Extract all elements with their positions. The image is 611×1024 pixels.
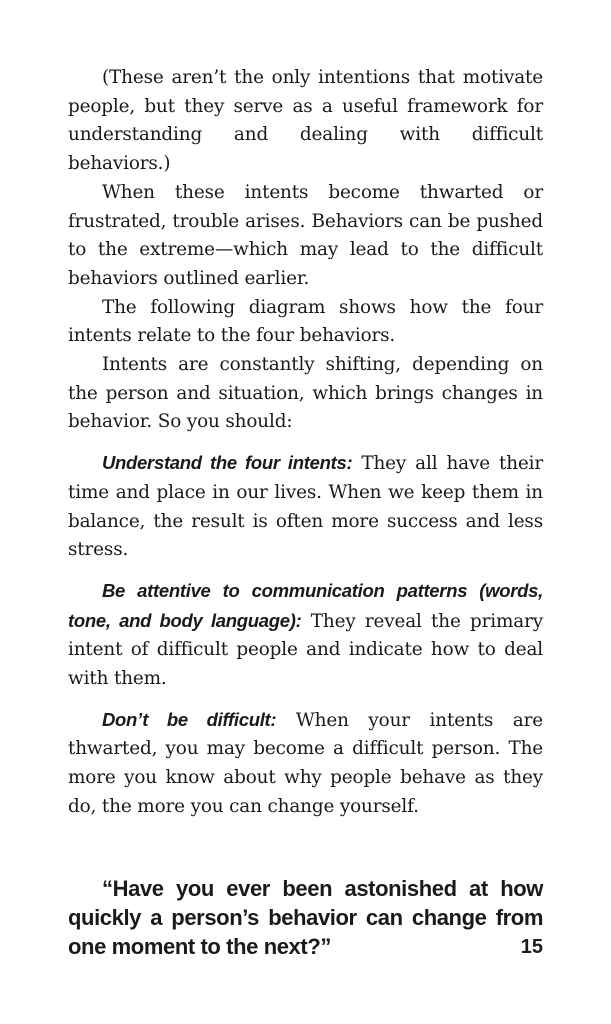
tip-lead: Be attentive to communication patterns (words, tone, and body language): <box>68 579 543 631</box>
tip-text: They all have their time and place in our lives. When we keep them in balance, the result is often more success and less stress. <box>68 453 543 561</box>
tip-item-dont-be-difficult <box>68 706 543 822</box>
page-number: 15 <box>520 936 543 958</box>
tip-text: They reveal the primary intent of difficult people and indicate how to deal with them. <box>68 610 543 690</box>
body-paragraph: Intents are constantly shifting, depending on the person and situation, which brings changes in behavior. So you should: <box>68 354 543 433</box>
body-paragraph: (These aren’t the only intentions that motivate people, but they serve as a useful framework for understanding and dealing with difficult behaviors.) <box>68 67 543 175</box>
tip-text: When your intents are thwarted, you may become a difficult person. The more you know about why people behave as they do, the more you can change yourself. <box>68 709 543 817</box>
tip-lead: Don’t be difficult: <box>102 708 277 730</box>
body-paragraph: When these intents become thwarted or frustrated, trouble arises. Behaviors can be pushed to the extreme—which may lead to the difficult behaviors outlined earlier. <box>68 181 543 289</box>
tip-item-communication-patterns <box>68 577 543 694</box>
page-body <box>68 64 543 961</box>
pull-quote: “Have you ever been astonished at how quickly a person’s behavior can change from one moment to the next?” <box>68 875 543 959</box>
tip-lead: Understand the four intents: <box>102 452 353 474</box>
body-paragraph: The following diagram shows how the four intents relate to the four behaviors. <box>68 296 543 347</box>
tip-item-understand-intents <box>68 449 543 565</box>
